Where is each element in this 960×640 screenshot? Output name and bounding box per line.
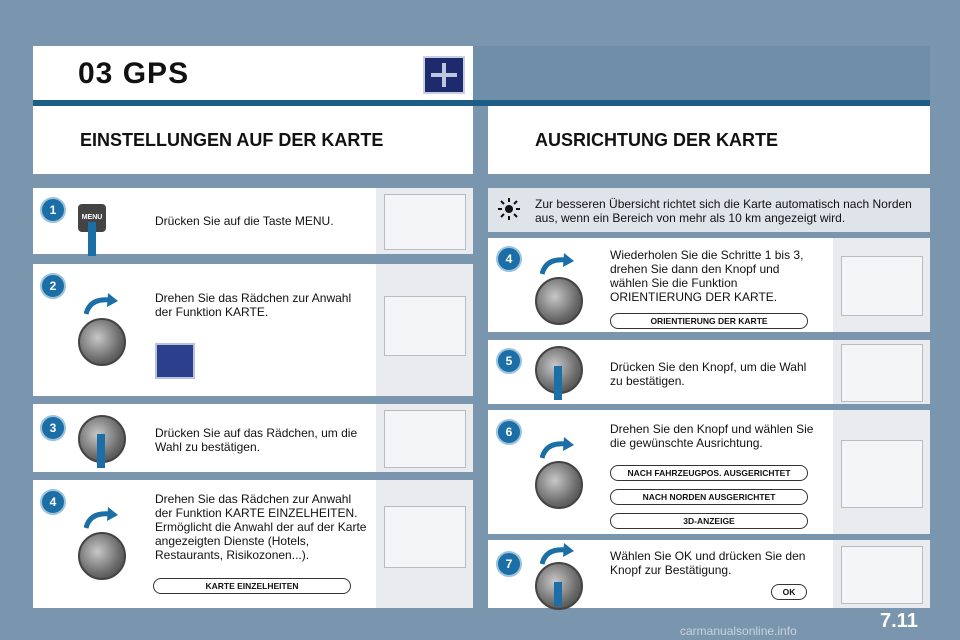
- console-illustration: [841, 440, 923, 508]
- section-title-settings: EINSTELLUNGEN AUF DER KARTE: [80, 130, 384, 150]
- step-number: 5: [496, 348, 522, 374]
- watermark: carmanualsonline.info: [680, 624, 797, 638]
- step-text: Wiederholen Sie die Schritte 1 bis 3, drehen Sie dann den Knopf und wählen Sie die Funktion ORIENTIERUNG DER KARTE.: [610, 248, 804, 304]
- map-function-icon: [155, 343, 195, 379]
- rotate-arrow-icon: [540, 252, 576, 276]
- chapter-title: [78, 57, 189, 91]
- section-title-orientation: AUSRICHTUNG DER KARTE: [535, 130, 778, 150]
- step-text: Drücken Sie auf das Rädchen, um die Wahl zu bestätigen.: [155, 426, 358, 454]
- chapter-number: 03: [78, 57, 114, 90]
- step-text: Drehen Sie das Rädchen zur Anwahl der Funktion KARTE.: [155, 291, 352, 319]
- chapter-name: GPS: [122, 57, 190, 90]
- ok-label-pill: OK: [771, 584, 807, 600]
- step-text: Drücken Sie den Knopf, um die Wahl zu bestätigen.: [610, 360, 807, 388]
- step-text: Drehen Sie das Rädchen zur Anwahl der Funktion KARTE EINZELHEITEN. Ermöglicht die Anwahl der auf der Karte angezeigten Dienste (Hotels, Restaurants, Risikozonen...).: [155, 492, 367, 562]
- console-illustration: [841, 546, 923, 604]
- press-arrow-icon: [97, 434, 105, 468]
- menu-key-icon: MENU: [78, 204, 106, 232]
- step-text: Wählen Sie OK und drücken Sie den Knopf zur Bestätigung.: [610, 549, 806, 577]
- step-number: 4: [40, 489, 66, 515]
- gps-navigation-icon: [423, 56, 465, 94]
- function-label-pill: KARTE EINZELHEITEN: [153, 578, 351, 594]
- press-arrow-icon: [554, 366, 562, 400]
- console-illustration: [841, 344, 923, 402]
- press-arrow-icon: [88, 222, 96, 256]
- rotary-knob-icon: [535, 277, 583, 325]
- rotate-arrow-icon: [84, 506, 120, 530]
- info-text: Zur besseren Übersicht richtet sich die Karte automatisch nach Norden aus, wenn ein Bereich von mehr als 10 km angezeigt wird.: [535, 197, 912, 225]
- step-number: 6: [496, 419, 522, 445]
- console-illustration: [384, 296, 466, 356]
- console-illustration: [841, 256, 923, 316]
- page-number: 7.11: [880, 610, 918, 632]
- console-illustration: [384, 194, 466, 250]
- step-number: 7: [496, 551, 522, 577]
- function-label-pill: 3D-ANZEIGE: [610, 513, 808, 529]
- rotary-knob-icon: [78, 318, 126, 366]
- console-illustration: [384, 506, 466, 568]
- console-illustration: [384, 410, 466, 468]
- function-label-pill: NACH NORDEN AUSGERICHTET: [610, 489, 808, 505]
- function-label-pill: NACH FAHRZEUGPOS. AUSGERICHTET: [610, 465, 808, 481]
- rotate-arrow-icon: [540, 436, 576, 460]
- step-text: Drehen Sie den Knopf und wählen Sie die gewünschte Ausrichtung.: [610, 422, 814, 450]
- step-number: 1: [40, 197, 66, 223]
- rotary-knob-icon: [535, 461, 583, 509]
- rotate-arrow-icon: [84, 292, 120, 316]
- press-arrow-icon: [554, 582, 562, 606]
- function-label-pill: ORIENTIERUNG DER KARTE: [610, 313, 808, 329]
- rotary-knob-icon: [78, 532, 126, 580]
- header-map-banner: [473, 46, 930, 102]
- step-number: 3: [40, 415, 66, 441]
- step-number: 2: [40, 273, 66, 299]
- sun-tip-icon: [497, 197, 521, 221]
- step-number: 4: [496, 246, 522, 272]
- step-text: Drücken Sie auf die Taste MENU.: [155, 214, 334, 228]
